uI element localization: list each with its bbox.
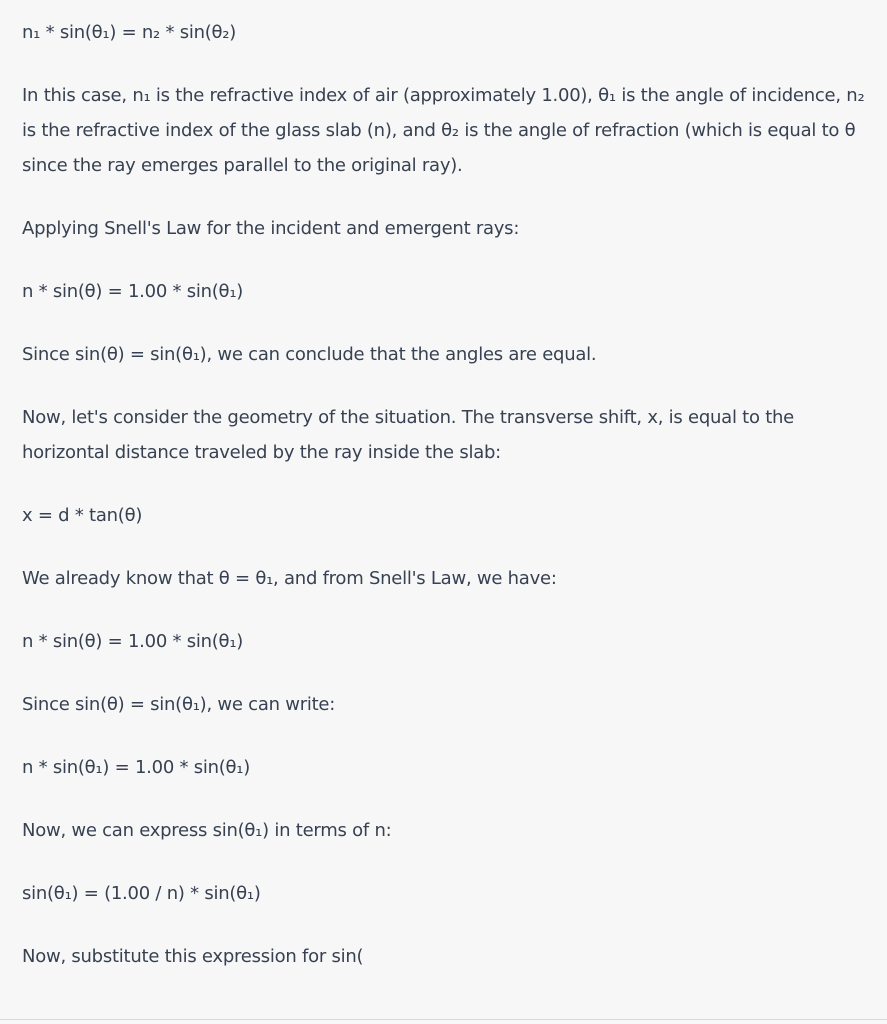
bottom-divider xyxy=(0,1019,887,1020)
sine-expression-equation: sin(θ₁) = (1.00 / n) * sin(θ₁) xyxy=(22,883,261,904)
known-angle-text: We already know that θ = θ₁, and from Snell's Law, we have: xyxy=(22,568,557,589)
express-in-terms-text: Now, we can express sin(θ₁) in terms of n: xyxy=(22,820,392,841)
assistant-message xyxy=(22,15,872,1002)
truncated-substitution-text: Now, substitute this expression for sin( xyxy=(22,946,364,967)
incident-emergent-equation: n * sin(θ) = 1.00 * sin(θ₁) xyxy=(22,281,244,302)
transverse-shift-equation: x = d * tan(θ) xyxy=(22,505,143,526)
snells-law-equation: n₁ * sin(θ₁) = n₂ * sin(θ₂) xyxy=(22,22,237,43)
applying-snells-law-text: Applying Snell's Law for the incident and emergent rays: xyxy=(22,218,520,239)
substituted-equation: n * sin(θ₁) = 1.00 * sin(θ₁) xyxy=(22,757,251,778)
snells-law-repeat-equation: n * sin(θ) = 1.00 * sin(θ₁) xyxy=(22,631,244,652)
geometry-paragraph: Now, let's consider the geometry of the situation. The transverse shift, x, is equal to the horizontal distance traveled by the ray inside the slab: xyxy=(22,407,795,463)
can-write-text: Since sin(θ) = sin(θ₁), we can write: xyxy=(22,694,336,715)
explanation-paragraph: In this case, n₁ is the refractive index of air (approximately 1.00), θ₁ is the angle of incidence, n₂ is the refractive index of the glass slab (n), and θ₂ is the angle of refraction (which is equal to θ since the ray emerges parallel to the original ray). xyxy=(22,85,865,176)
angles-equal-text: Since sin(θ) = sin(θ₁), we can conclude that the angles are equal. xyxy=(22,344,597,365)
